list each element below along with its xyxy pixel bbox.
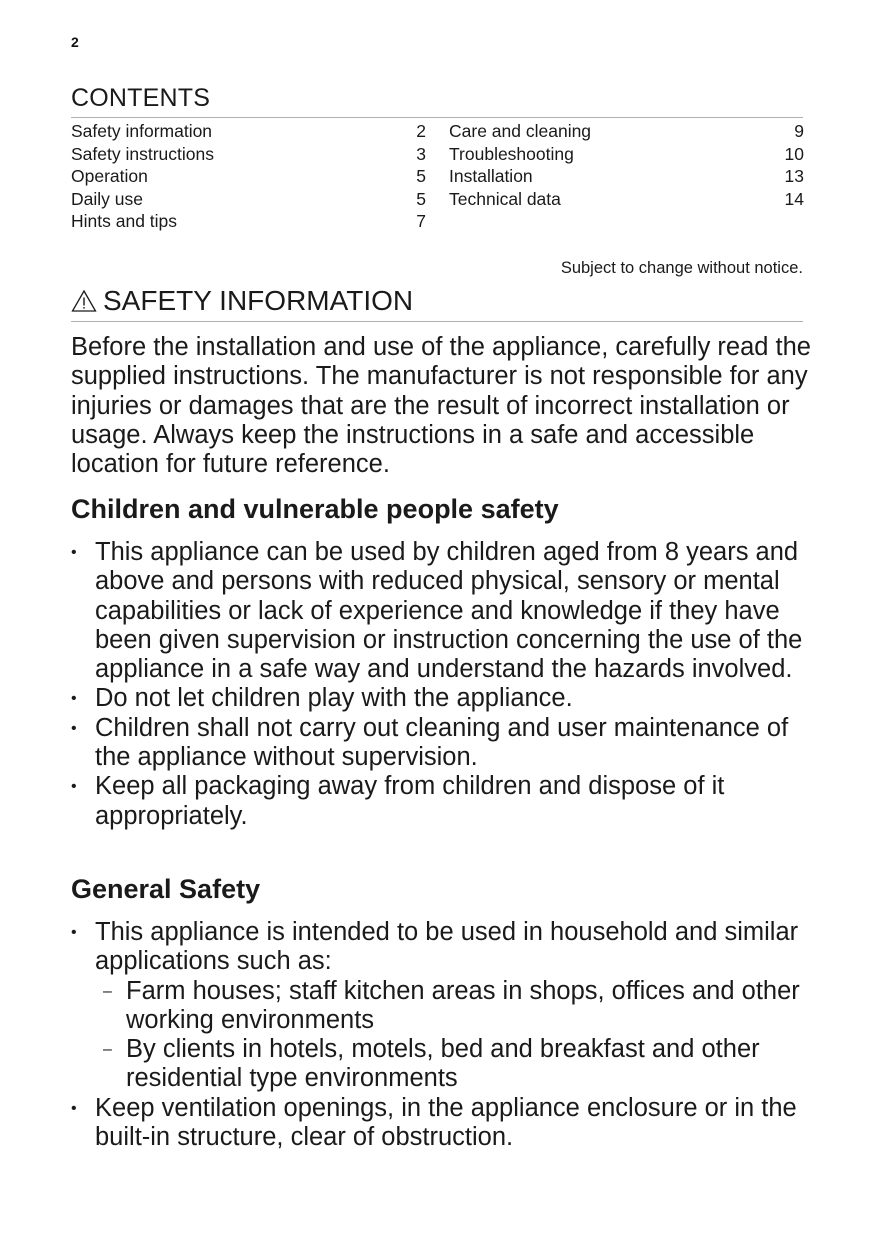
general-safety-sublist — [95, 977, 811, 1094]
toc-entry-installation[interactable] — [449, 165, 804, 188]
toc-entry-page: 3 — [416, 143, 426, 164]
toc-entry-safety-information[interactable] — [71, 120, 426, 143]
general-safety-heading: General Safety — [71, 874, 261, 904]
toc-entry-page: 9 — [794, 121, 804, 141]
toc-entry-page: 7 — [416, 211, 426, 232]
list-item-text: Children shall not carry out cleaning and user maintenance of the appliance without supervision. — [95, 713, 789, 772]
bullet-icon: • — [71, 1099, 77, 1117]
sublist-item — [95, 977, 811, 1036]
list-item-text: Do not let children play with the appliance. — [95, 684, 573, 713]
toc-entry-troubleshooting[interactable] — [449, 143, 804, 166]
toc-entry-page: 13 — [784, 166, 804, 187]
bullet-icon: • — [71, 778, 77, 796]
list-item — [71, 684, 811, 713]
toc-entry-safety-instructions[interactable] — [71, 143, 426, 166]
toc-entry-hints-and-tips[interactable] — [71, 210, 426, 233]
page-number: 2 — [71, 34, 79, 50]
toc-entry-label: Daily use — [71, 188, 143, 209]
toc-entry-page: 5 — [416, 188, 426, 209]
list-item-text: This appliance can be used by children aged from 8 years and above and persons with reduced physical, sensory or mental capabilities or lack of experience and knowledge if they have been given supervision or instruction concerning the use of the appliance in a safe way and understand the hazards involved. — [95, 538, 803, 684]
bullet-icon: • — [71, 544, 77, 561]
change-notice: Subject to change without notice. — [560, 259, 803, 277]
toc-right-column — [449, 120, 804, 210]
sublist-item-text: Farm houses; staff kitchen areas in shops, offices and other working environments — [126, 976, 800, 1034]
safety-intro-paragraph: Before the installation and use of the appliance, carefully read the supplied instructions. The manufacturer is not responsible for any injuries or damages that are the result of incorrect installation or usage. Always keep the instructions in a safe and accessible location for future reference. — [71, 333, 811, 479]
list-item — [71, 918, 811, 1094]
sublist-item-text: By clients in hotels, motels, bed and breakfast and other residential type environments — [126, 1035, 760, 1093]
list-item — [71, 1094, 811, 1153]
general-safety-list — [71, 918, 811, 1152]
toc-entry-label: Safety information — [71, 121, 213, 141]
toc-entry-page: 2 — [416, 121, 426, 141]
toc-left-column — [71, 120, 426, 233]
list-item-text: Keep ventilation openings, in the appliance enclosure or in the built-in structure, clear of obstruction. — [95, 1093, 797, 1152]
toc-entry-label: Care and cleaning — [449, 121, 592, 141]
safety-information-heading — [71, 285, 413, 317]
toc-entry-label: Operation — [71, 166, 148, 187]
list-item — [71, 772, 811, 831]
toc-entry-label: Hints and tips — [71, 211, 178, 232]
toc-entry-technical-data[interactable] — [449, 188, 804, 211]
bullet-icon: • — [71, 690, 77, 708]
contents-title: CONTENTS — [71, 84, 211, 112]
sublist-item — [95, 1035, 811, 1094]
list-item — [71, 538, 811, 684]
toc-entry-daily-use[interactable] — [71, 188, 426, 211]
toc-entry-label: Technical data — [449, 188, 561, 209]
list-item-text: This appliance is intended to be used in household and similar applications such as: — [95, 918, 799, 976]
children-safety-heading: Children and vulnerable people safety — [71, 494, 559, 524]
bullet-icon: • — [71, 924, 77, 941]
toc-entry-page: 14 — [784, 188, 804, 209]
toc-entry-care-and-cleaning[interactable] — [449, 120, 804, 143]
toc-entry-operation[interactable] — [71, 165, 426, 188]
toc-entry-label: Installation — [449, 166, 533, 187]
contents-divider — [71, 117, 803, 118]
safety-heading-text: SAFETY INFORMATION — [103, 285, 414, 316]
dash-icon: – — [103, 1041, 112, 1059]
warning-triangle-icon — [71, 289, 97, 313]
bullet-icon: • — [71, 719, 77, 737]
toc-entry-label: Troubleshooting — [449, 143, 574, 164]
list-item-text: Keep all packaging away from children and dispose of it appropriately. — [95, 772, 725, 830]
list-item — [71, 714, 811, 773]
dash-icon: – — [103, 982, 112, 1000]
toc-entry-page: 10 — [784, 143, 804, 164]
toc-entry-label: Safety instructions — [71, 143, 214, 164]
toc-entry-page: 5 — [416, 166, 426, 187]
safety-divider — [71, 321, 803, 322]
children-safety-list — [71, 538, 811, 831]
